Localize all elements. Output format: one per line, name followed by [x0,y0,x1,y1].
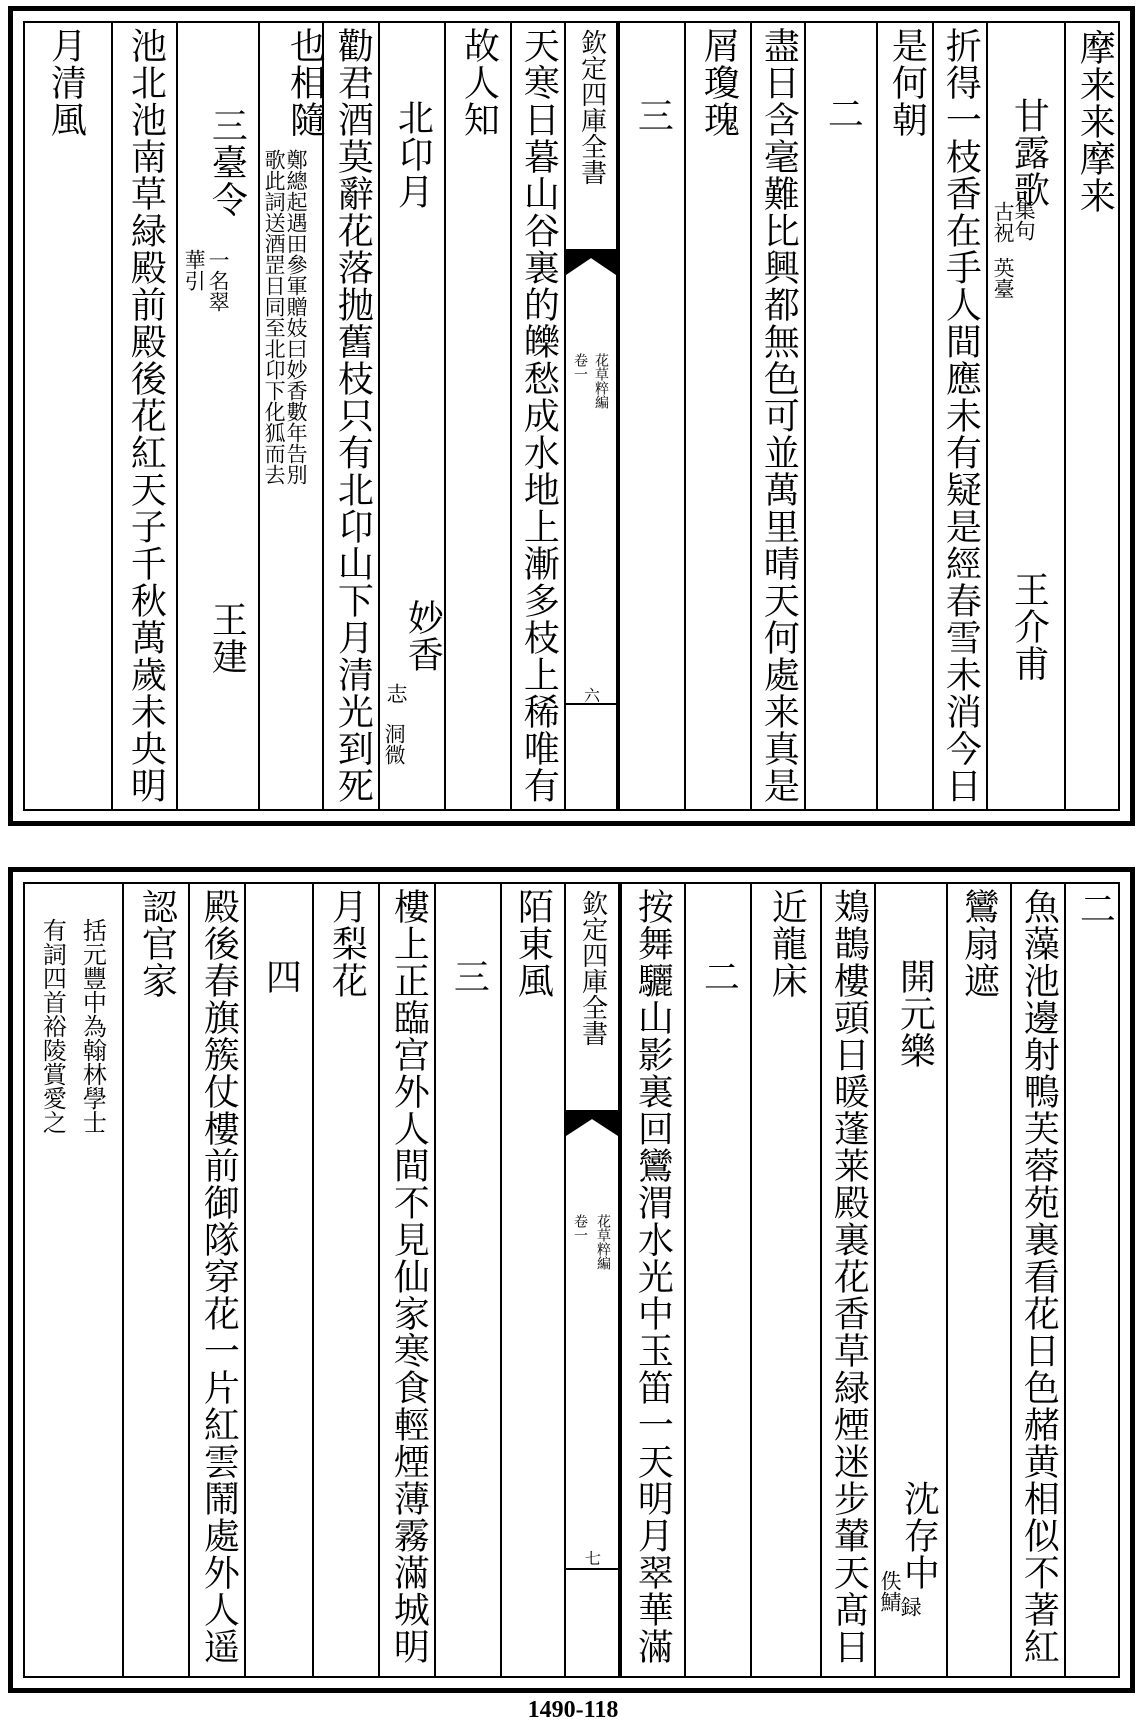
top-spine [564,23,618,809]
top-spine-title: 欽定四庫全書 [576,29,607,185]
bottom-col-14-text: 殿後春旗簇仗樓前御隊穿花一片紅雲鬧處外人遥 [198,888,240,1665]
top-col-16 [25,23,111,809]
bottom-col-8-text: 按舞驪山影裏回鸞渭水光中玉笛一天明月翠華滿 [632,888,674,1665]
top-col-6 [750,23,804,809]
bottom-spine-title: 欽定四庫全書 [577,890,608,1046]
top-col-14-note-b: 華引 [182,249,207,291]
top-col-10 [444,23,510,809]
top-spine-book: 花草粹編 [593,353,609,409]
top-col-13-text: 也相隨 [284,27,326,138]
bottom-col-9 [500,884,564,1676]
top-col-2 [986,23,1064,809]
top-col-5 [804,23,876,809]
bottom-col-5 [820,884,874,1676]
bottom-col-1-text: 二 [1074,890,1116,927]
top-col-9 [510,23,564,809]
top-col-11 [378,23,444,809]
top-col-2-note-a: 古祝 [991,201,1016,243]
bottom-col-2-text: 魚藻池邊射鴨芙蓉苑裏看花日色赭黄相似不著紅 [1018,888,1060,1665]
bottom-page-frame [23,882,1120,1678]
bottom-col-7-text: 二 [698,958,740,995]
top-col-4 [876,23,932,809]
top-page [8,6,1135,826]
top-col-14-author: 王建 [206,601,248,675]
bottom-col-13-text: 四 [260,958,302,995]
bottom-col-16-note-a: 括元豐中為翰林學士 [78,918,107,1134]
top-col-2-title: 甘露歌 [1008,97,1050,208]
bottom-col-6 [750,884,820,1676]
top-col-7-text: 屑瓊瑰 [698,27,740,138]
top-col-11-note-a: 志 [384,683,409,704]
bottom-col-11 [378,884,434,1676]
top-col-12 [322,23,378,809]
bottom-col-8 [620,884,684,1676]
bottom-col-2 [1010,884,1064,1676]
top-col-15 [111,23,176,809]
top-spine-fishtail [566,249,616,275]
top-col-6-text: 盡日含毫難比興都無色可並萬里晴天何處来真是 [758,27,800,804]
top-col-2-note-b: 英臺 [991,257,1016,299]
top-col-1 [1064,23,1120,809]
bottom-col-16-note-b: 有詞四首裕陵賞愛之 [38,918,67,1134]
top-col-10-text: 故人知 [458,27,500,138]
top-col-12-text: 勸君酒莫辭花落抛舊枝只有北卬山下月清光到死 [332,27,374,804]
bottom-spine-book: 花草粹編 [595,1214,611,1270]
bottom-col-11-text: 樓上正臨宫外人間不見仙家寒食輕煙薄霧滿城明 [388,888,430,1665]
bottom-col-12-text: 月梨花 [326,888,368,999]
top-col-14-note-a: 一名翠 [206,249,231,312]
top-col-2-sub: 集句 [1012,199,1037,241]
top-col-9-text: 天寒日暮山谷裏的皪愁成水地上漸多枝上稀唯有 [518,27,560,804]
bottom-col-3-text: 鸞扇遮 [958,888,1000,999]
top-col-11-text: 北卬月 [392,99,434,210]
top-col-15-text: 池北池南草緑殿前殿後花紅天子千秋萬歲未央明 [125,27,167,804]
top-page-frame [23,21,1120,811]
top-spine-rule [566,703,616,705]
bottom-col-16 [25,884,122,1676]
bottom-col-4-note-b: 録 [898,1596,923,1617]
bottom-col-4 [874,884,946,1676]
bottom-col-9-text: 陌東風 [512,888,554,999]
bottom-spine-volume: 卷一 [572,1214,588,1242]
bottom-spine-rule [566,1568,618,1570]
bottom-col-1 [1064,884,1120,1676]
bottom-col-15 [122,884,188,1676]
top-col-11-note-b: 洞微 [382,723,407,765]
bottom-col-6-text: 近龍床 [766,888,808,999]
bottom-col-7 [684,884,750,1676]
top-spine-volume: 卷一 [572,353,588,381]
page-footer-number: 1490-118 [527,1697,619,1723]
bottom-col-4-author: 沈存中 [898,1480,940,1591]
top-col-14 [176,23,258,809]
top-col-3-text: 折得一枝香在手人間應未有疑是經春雪未消今日 [940,27,982,804]
bottom-col-14 [188,884,244,1676]
top-col-14-title: 三臺令 [206,107,248,218]
top-spine-page-number: 六 [581,687,601,703]
bottom-spine-fishtail [566,1110,618,1136]
top-col-13-note-b: 歌此詞送酒罡日同至北卬下化狐而去 [262,149,287,485]
top-col-3 [932,23,986,809]
top-col-8 [618,23,684,809]
bottom-col-4-title: 開元樂 [894,958,936,1069]
bottom-col-15-text: 認官家 [136,888,178,999]
top-col-1-text: 摩来来摩来 [1074,29,1116,214]
bottom-col-12 [312,884,378,1676]
bottom-page [8,867,1135,1693]
top-col-11-author: 妙香 [402,599,444,673]
bottom-col-4-note-a: 佚鯖 [878,1570,903,1612]
bottom-col-3 [946,884,1010,1676]
top-col-7 [684,23,750,809]
top-col-8-text: 三 [632,97,674,134]
top-col-5-text: 二 [822,95,864,132]
bottom-col-10-text: 三 [448,958,490,995]
top-col-13-note-a: 鄭總起遇田參軍贈妓曰妙香數年告別 [284,149,309,485]
bottom-col-10 [434,884,500,1676]
bottom-col-5-text: 鳷鵲樓頭日暖蓬莱殿裏花香草緑煙迷步輦天髙日 [828,888,870,1665]
top-col-4-text: 是何朝 [886,27,928,138]
top-col-13 [258,23,326,809]
bottom-col-13 [244,884,312,1676]
top-col-16-text: 月清風 [45,27,87,138]
bottom-spine [564,884,620,1676]
top-col-2-author: 王介甫 [1008,571,1050,682]
bottom-spine-page-number: 七 [582,1550,602,1566]
